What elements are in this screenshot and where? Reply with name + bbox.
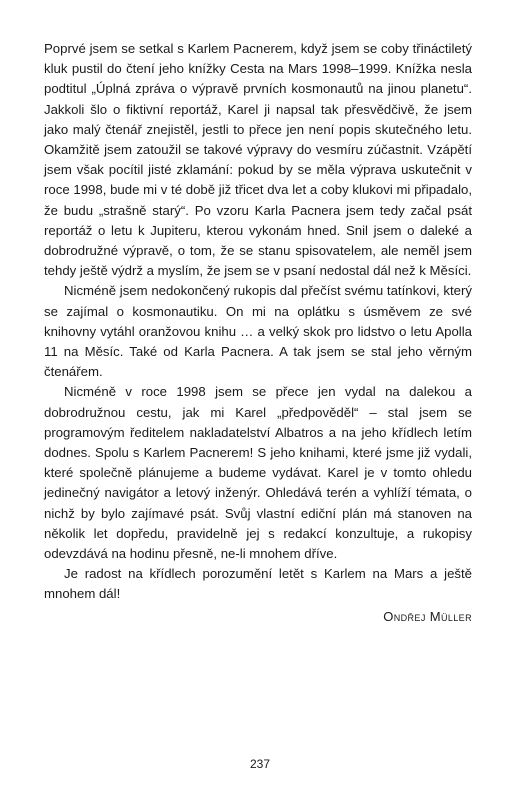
page-number: 237 xyxy=(249,757,271,771)
paragraph-1: Poprvé jsem se setkal s Karlem Pacnerem, když jsem se coby třináctiletý kluk pustil do čtení jeho knížky Cesta na Mars 1998–1999. Knížka nesla podtitul „Úplná zpráva o výpravě prvních kosmonautů na jinou planetu“. Jakkoli šlo o fiktivní reportáž, Karel ji napsal tak přesvědčivě, že jsem jako malý čtenář znejistěl, jestli to přece jen není popis skutečného letu. Okamžitě jsem zatoužil se takové výpravy do vesmíru zúčastnit. Vzápětí jsem však pocítil jisté zklamání: pokud by se měla výprava uskutečnit v roce 1998, bude mi v té době již třicet dva let a coby klukovi mi připadalo, že budu „strašně starý“. Po vzoru Karla Pacnera jsem tedy začal psát reportáž o letu k Jupiteru, kterou vykonám hned. Snil jsem o daleké a dobrodružné výpravě, o tom, že se stanu spisovatelem, ale neměl jsem tehdy ještě výdrž a myslím, že jsem se v psaní nedostal dál než k Měsíci. xyxy=(44,41,472,279)
author-signature: Ondřej Müller xyxy=(383,608,472,624)
paragraph-2: Nicméně jsem nedokončený rukopis dal přečíst svému tatínkovi, který se zajímal o kosmonautiku. On mi na oplátku s úsměvem ze své knihovny vytáhl oranžovou knihu … a velký skok pro lidstvo o letu Apolla 11 na Měsíc. Také od Karla Pacnera. A tak jsem se stal jeho věrným čtenářem. xyxy=(44,283,472,380)
paragraph-4: Je radost na křídlech porozumění letět s Karlem na Mars a ještě mnohem dál! xyxy=(44,566,472,602)
paragraph-3: Nicméně v roce 1998 jsem se přece jen vydal na dalekou a dobrodružnou cestu, jak mi Karel „předpověděl“ – stal jsem se programovým ředitelem nakladatelství Albatros a na jeho křídlech letím dodnes. Spolu s Karlem Pacnerem! S jeho knihami, které jsme již vydali, které společně plánujeme a budeme vydávat. Karel je v tomto ohledu jedinečný navigátor a letový inženýr. Ohledává terén a vyhlíží témata, o nichž by bylo zajímavé psát. Svůj vlastní ediční plán má stanoven na několik let dopředu, pravidelně jej s redakcí konzultuje, a rukopisy odevzdává na hodinu přesně, ne-li mnohem dříve. xyxy=(44,384,472,562)
text-block xyxy=(44,39,472,627)
